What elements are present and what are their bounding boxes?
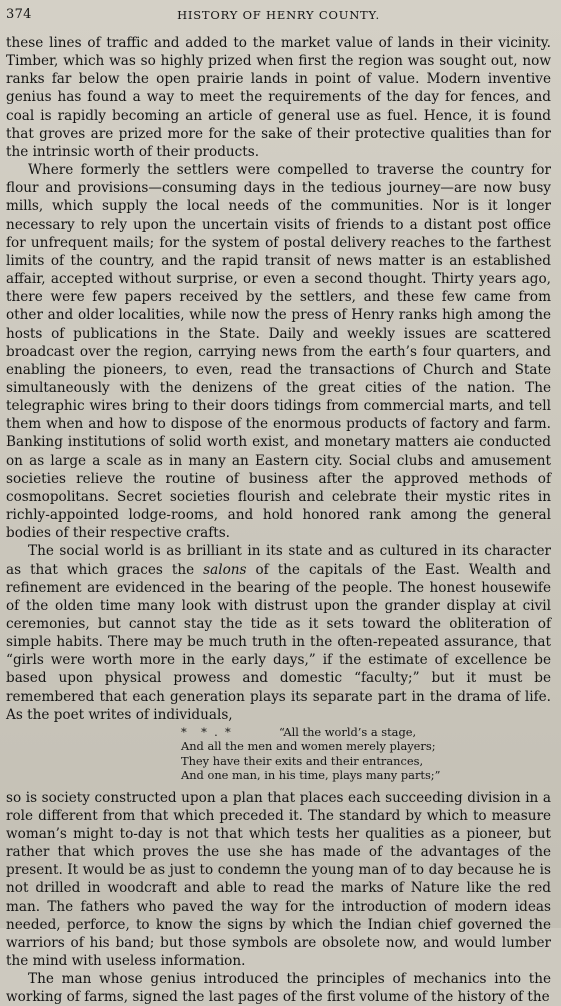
page-number: 374 — [6, 7, 32, 22]
poem-line-4: And one man, in his time, plays many parts;” — [181, 768, 441, 783]
paragraph-3-text-end: of the capitals of the East. Wealth and refinement are evidenced in the bearing of the people. The honest housewife of the olden time many look with distrust upon the grander display at civil ceremonies, but cannot stay the tide as it sets toward the obliteration of simple habits. There may be much truth in the often-repeated assurance, that “girls were worth more in the early days,” if the estimate of excellence be based upon physical prowess and domestic “faculty;” but it must be remembered that each generation plays its separate part in the drama of life. As the poet writes of individuals, — [6, 561, 552, 723]
paragraph-2: Where formerly the settlers were compelled to traverse the country for flour and provisions—consuming days in the tedious journey—are now busy mills, which supply the local needs of the communities. Nor is it longer necessary to rely upon the uncertain visits of friends to a distant post office for unfrequent mails; for the system of postal delivery reaches to the farthest limits of the country, and the rapid transit of news matter is an established affair, accepted without surprise, or even a second thought. Thirty years ago, there were few papers received by the settlers, and these few came from other and older localities, while now the press of Henry ranks high among the hosts of publications in the State. Daily and weekly issues are scattered broadcast over the region, carrying news from the earth’s four quarters, and enabling the pioneers, to even, read the transactions of Church and State simultaneously with the denizens of the great cities of the nation. The telegraphic wires bring to their doors tidings from commercial marts, and tell them when and how to dispose of the enormous products of factory and farm. Banking institutions of solid worth exist, and monetary matters aie conducted on as large a scale as in many an Eastern city. Social clubs and amusement societies relieve the routine of business after the approved methods of cosmopolitans. Secret societies flourish and celebrate their mystic rites in richly-appointed lodge-rooms, and hold honored rank among the general bodies of their respective crafts. — [6, 162, 551, 542]
running-head — [6, 5, 551, 25]
paragraph-3 — [6, 542, 551, 724]
poem-line-2: And all the men and women merely players; — [181, 739, 436, 754]
poem-line-1-text: “All the world’s a stage, — [279, 724, 417, 739]
paragraph-5: The man whose genius introduced the principles of mechanics into the working of farms, signed the last pages of the first volume of the history of the — [6, 971, 551, 1006]
poem-line-1 — [181, 725, 551, 739]
poem-ellipsis-stars: * * . * — [181, 724, 231, 739]
poem-quotation — [181, 725, 551, 783]
body-text — [6, 34, 551, 1006]
poem-line-3: They have their exits and their entrances, — [181, 753, 424, 768]
paragraph-4: so is society constructed upon a plan that places each succeeding division in a role different from that which preceded it. The standard by which to measure woman’s might to-day is not that which tests her qualities as a pioneer, but rather that which proves the use she has made of the advantages of the present. It would be as just to condemn the young man of to day because he is not drilled in woodcraft and able to read the marks of Nature like the red man. The fathers who paved the way for the introduction of modern ideas needed, perforce, to know the signs by which the Indian chief governed the warriors of his band; but those symbols are obsolete now, and would lumber the mind with useless information. — [6, 789, 551, 969]
running-title: HISTORY OF HENRY COUNTY. — [177, 8, 380, 22]
paragraph-1: these lines of traffic and added to the market value of lands in their vicinity. Timber, which was so highly prized when first the region was sought out, now ranks far below the open prairie lands in point of value. Modern inventive genius has found a way to meet the requirements of the day for fences, and coal is rapidly becoming an article of general use as fuel. Hence, it is found that groves are prized more for the sake of their protective qualities than for the intrinsic worth of their products. — [6, 35, 551, 160]
paragraph-3-italic-word: salons — [203, 561, 247, 578]
paragraph-3-text-start: The social world is as brilliant in its state and as cultured in its character as that which graces the — [6, 543, 551, 578]
